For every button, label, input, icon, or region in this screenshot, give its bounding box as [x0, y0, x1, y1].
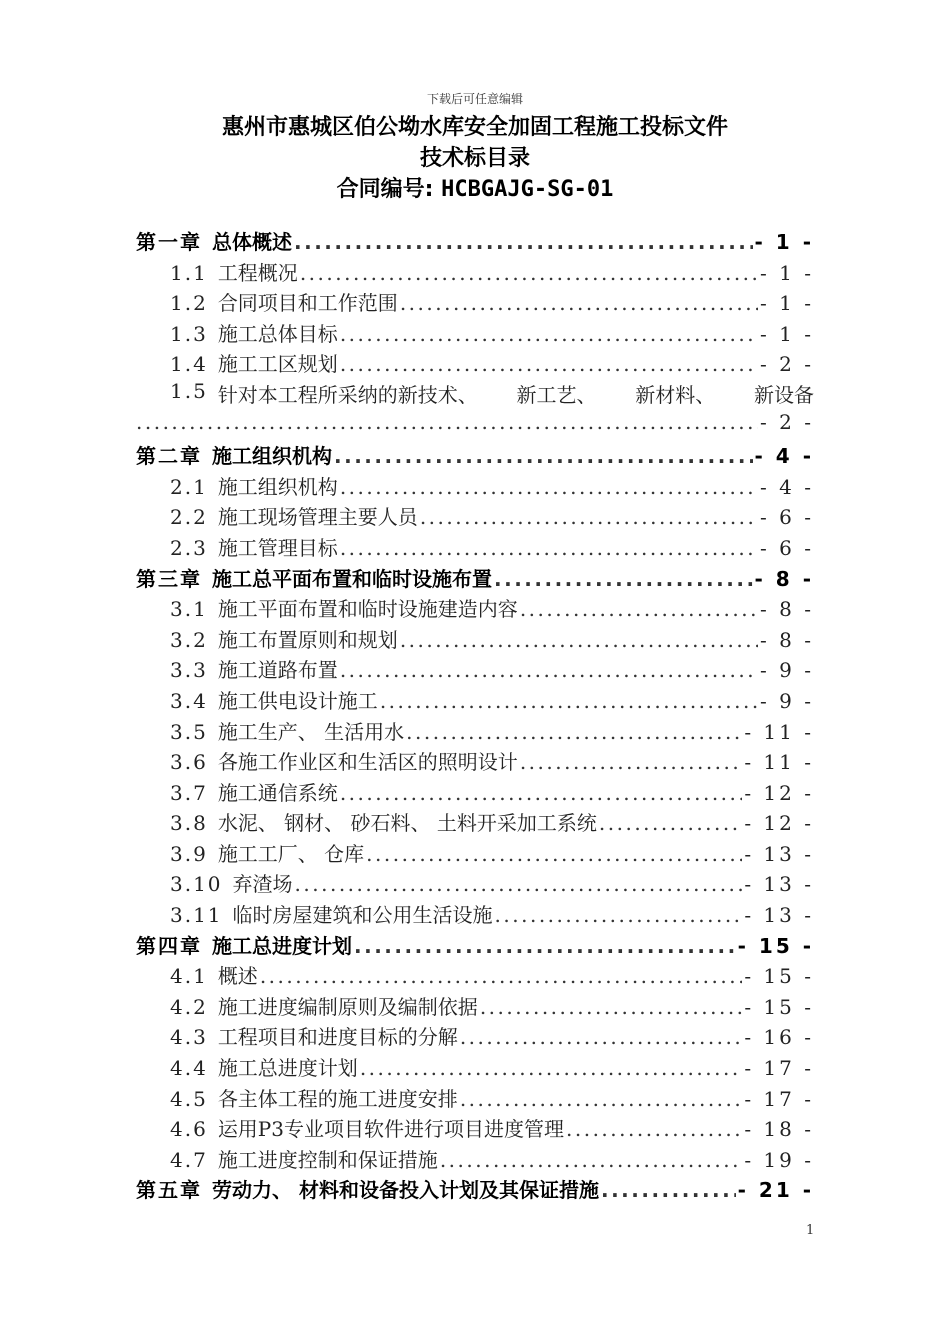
toc-leader-dots: [292, 230, 753, 254]
toc-entry[interactable]: [136, 287, 814, 318]
toc-entry-label: [170, 287, 398, 316]
toc-entry-title: 施工总进度计划: [212, 933, 352, 958]
toc-entry-number: 1.1: [170, 260, 208, 285]
toc-leader-dots: [258, 964, 743, 988]
toc-entry[interactable]: [136, 471, 814, 502]
toc-page-number: - 11 -: [744, 719, 814, 744]
contract-number-line: [0, 174, 950, 205]
toc-entry-title: 施工平面布置和临时设施建造内容: [217, 597, 518, 622]
toc-page-number: - 9 -: [760, 658, 814, 683]
toc-page-number: - 15 -: [744, 964, 814, 989]
page-number: 1: [806, 1223, 815, 1238]
toc-page-number: - 1 -: [760, 321, 814, 346]
toc-entry-title: 施工工厂、 仓库: [217, 841, 365, 866]
toc-entry-title: 临时房屋建筑和公用生活设施: [232, 903, 493, 928]
toc-entry-number: 1.4: [170, 352, 208, 377]
toc-leader-dots: [492, 567, 753, 591]
toc-chapter[interactable]: [136, 440, 814, 471]
toc-entry-number: 第一章: [136, 230, 202, 254]
toc-entry-label: [170, 471, 338, 500]
toc-entry-label: [170, 746, 518, 775]
toc-entry-number: 3.2: [170, 627, 208, 652]
toc-entry[interactable]: [136, 777, 814, 808]
toc-entry-number: 第五章: [136, 1178, 202, 1203]
toc-entry[interactable]: [136, 1144, 814, 1175]
toc-entry-title: 施工进度控制和保证措施: [217, 1147, 438, 1172]
toc-entry-label: [170, 379, 814, 408]
toc-page-number: - 4 -: [760, 474, 814, 499]
toc-chapter[interactable]: [136, 930, 814, 961]
toc-entry-number: 1.5: [170, 378, 208, 403]
document-title: [0, 112, 950, 205]
toc-entry-title: 合同项目和工作范围: [217, 291, 398, 316]
toc-entry-title-part: 新工艺、: [516, 382, 597, 407]
toc-leader-dots: [358, 1056, 743, 1080]
toc-entry-number: 4.3: [170, 1025, 208, 1050]
toc-entry-title: 施工组织机构: [217, 474, 338, 499]
toc-page-number: - 17 -: [744, 1086, 814, 1111]
toc-page-number: - 21 -: [737, 1178, 814, 1203]
toc-page-number: - 1 -: [760, 291, 814, 316]
toc-entry[interactable]: [136, 501, 814, 532]
toc-leader-dots: [564, 1117, 742, 1141]
toc-entry-title: 施工供电设计施工: [217, 688, 378, 713]
toc-leader-dots: [458, 1025, 743, 1049]
toc-entry[interactable]: [136, 532, 814, 563]
toc-leader-dots: [518, 597, 758, 621]
toc-entry[interactable]: [136, 991, 814, 1022]
toc-entry-title: 施工组织机构: [212, 444, 332, 469]
toc-entry-title: [218, 379, 814, 408]
toc-entry-title: 施工现场管理主要人员: [217, 505, 418, 530]
toc-leader-dots: [458, 1087, 743, 1111]
toc-entry-title-part: 新设备: [753, 382, 814, 407]
toc-page-number: - 2 -: [760, 352, 814, 377]
contract-number: HCBGAJG-SG-01: [441, 177, 614, 202]
toc-page-number: - 2 -: [760, 409, 814, 434]
toc-entry-title: 各主体工程的施工进度安排: [217, 1086, 458, 1111]
toc-entry-label: [170, 1083, 458, 1112]
toc-entry-number: 3.1: [170, 597, 208, 622]
toc-entry-label: [136, 226, 292, 255]
toc-leader-dots: [338, 352, 758, 376]
toc-entry-number: 3.10: [170, 872, 223, 897]
toc-entry[interactable]: [136, 257, 814, 288]
toc-entry-title: 施工总体目标: [217, 321, 338, 346]
toc-entry[interactable]: [136, 746, 814, 777]
toc-leader-dots: [338, 475, 758, 499]
toc-entry-title: 水泥、 钢材、 砂石料、 土料开采加工系统: [217, 811, 597, 836]
toc-leader-dots: [338, 536, 758, 560]
toc-entry-label: [170, 257, 298, 286]
toc-entry[interactable]: [136, 624, 814, 655]
toc-entry-label: [170, 716, 404, 745]
toc-leader-dots: [338, 322, 758, 346]
toc-entry[interactable]: [136, 318, 814, 349]
toc-entry-number: 4.5: [170, 1086, 208, 1111]
toc-page-number: - 13 -: [744, 841, 814, 866]
toc-page-number: - 13 -: [744, 872, 814, 897]
toc-entry-number: 3.6: [170, 750, 208, 775]
toc-entry-number: 3.5: [170, 719, 208, 744]
toc-entry-number: 3.9: [170, 841, 208, 866]
toc-page-number: - 17 -: [744, 1056, 814, 1081]
toc-entry-label: [170, 593, 518, 622]
toc-entry-label: [170, 318, 338, 347]
toc-entry-title: 工程概况: [217, 260, 298, 285]
toc-entry[interactable]: [136, 1052, 814, 1083]
toc-entry-title: 施工道路布置: [217, 658, 338, 683]
toc-entry[interactable]: [136, 348, 814, 379]
toc-leader-dots: [298, 261, 758, 285]
toc-entry-label: [170, 348, 338, 377]
toc-entry-number: 第三章: [136, 566, 202, 591]
toc-entry-number: 1.3: [170, 321, 208, 346]
toc-entry-number: 4.1: [170, 964, 208, 989]
toc-entry-label: [170, 1113, 564, 1142]
toc-entry-number: 第四章: [136, 933, 202, 958]
toc-entry-title-part: 新材料、: [635, 382, 716, 407]
toc-leader-dots: [338, 658, 758, 682]
toc-page-number: - 12 -: [744, 811, 814, 836]
toc-leader-dots: [352, 934, 736, 958]
table-of-contents: [136, 226, 814, 1205]
toc-entry-title: 施工生产、 生活用水: [217, 719, 405, 744]
toc-leader-dots: [478, 995, 743, 1019]
toc-page-number: - 8 -: [754, 566, 814, 591]
contract-label: 合同编号:: [336, 177, 434, 202]
toc-page-number: - 12 -: [744, 780, 814, 805]
toc-entry-title: 施工管理目标: [217, 535, 338, 560]
toc-leader-dots: [404, 720, 742, 744]
toc-page-number: - 15 -: [744, 994, 814, 1019]
toc-leader-dots: [364, 842, 742, 866]
toc-entry-number: 1.2: [170, 291, 208, 316]
toc-entry[interactable]: [136, 593, 814, 624]
toc-entry-number: 3.11: [170, 903, 223, 928]
toc-page-number: - 6 -: [760, 535, 814, 560]
toc-entry-title: 施工工区规划: [217, 352, 338, 377]
toc-entry-number: 第二章: [136, 444, 202, 469]
toc-page-number: - 1 -: [760, 260, 814, 285]
toc-chapter[interactable]: [136, 563, 814, 594]
title-line-1: 惠州市惠城区伯公坳水库安全加固工程施工投标文件: [221, 115, 728, 140]
toc-entry-title: 总体概述: [212, 230, 292, 254]
toc-leader-dots: [438, 1148, 743, 1172]
toc-page-number: - 6 -: [760, 505, 814, 530]
toc-entry-title: 施工总平面布置和临时设施布置: [212, 566, 492, 591]
toc-entry-title-part: 针对本工程所采纳的新技术、: [217, 382, 478, 407]
toc-chapter[interactable]: [136, 226, 814, 257]
toc-entry[interactable]: [136, 960, 814, 991]
toc-leader-dots: [418, 505, 758, 529]
toc-page-number: - 1 -: [754, 230, 814, 254]
toc-entry-label: [136, 563, 492, 592]
toc-entry[interactable]: [136, 1083, 814, 1114]
toc-page-number: - 19 -: [744, 1147, 814, 1172]
toc-entry[interactable]: [136, 899, 814, 930]
toc-leader-dots: [398, 628, 758, 652]
toc-entry-label: [170, 1144, 438, 1173]
toc-page-number: - 9 -: [760, 688, 814, 713]
toc-entry[interactable]: [136, 868, 814, 899]
toc-page-number: - 15 -: [737, 933, 814, 958]
toc-leader-dots: [338, 781, 743, 805]
toc-entry-label: [136, 930, 352, 959]
toc-entry-number: 2.2: [170, 505, 208, 530]
toc-page-number: - 16 -: [744, 1025, 814, 1050]
toc-page-number: - 4 -: [754, 444, 814, 469]
toc-entry-label: [170, 899, 493, 928]
toc-page-number: - 13 -: [744, 903, 814, 928]
toc-chapter[interactable]: [136, 1174, 814, 1205]
toc-entry-number: 2.3: [170, 535, 208, 560]
toc-entry-title: 施工布置原则和规划: [217, 627, 398, 652]
toc-entry-number: 3.4: [170, 688, 208, 713]
toc-entry[interactable]: [136, 379, 814, 410]
toc-entry-title: 运用P3专业项目软件进行项目进度管理: [217, 1117, 564, 1142]
toc-entry-label: [136, 1174, 599, 1203]
toc-page-number: - 18 -: [744, 1117, 814, 1142]
toc-entry-label: [136, 440, 332, 469]
toc-page-number: - 11 -: [744, 750, 814, 775]
toc-leader-dots: [332, 444, 753, 468]
toc-entry-number: 4.2: [170, 994, 208, 1019]
toc-entry[interactable]: [136, 1021, 814, 1052]
toc-leader-dots: [378, 689, 758, 713]
title-line-2: 技术标目录: [419, 146, 530, 171]
toc-entry-title: 施工通信系统: [217, 780, 338, 805]
toc-entry-number: 4.7: [170, 1147, 208, 1172]
toc-leader-dots: [599, 1178, 736, 1202]
toc-entry-title: 各施工作业区和生活区的照明设计: [217, 750, 518, 775]
toc-entry[interactable]: [136, 654, 814, 685]
toc-leader-dots: [597, 811, 742, 835]
toc-entry-title: 施工进度编制原则及编制依据: [217, 994, 478, 1019]
toc-entry-label: [170, 777, 338, 806]
toc-entry-title: 劳动力、 材料和设备投入计划及其保证措施: [212, 1178, 599, 1203]
toc-entry[interactable]: [136, 716, 814, 747]
toc-entry-title: 工程项目和进度目标的分解: [217, 1025, 458, 1050]
toc-leader-dots: [293, 872, 743, 896]
toc-entry-title: 施工总进度计划: [217, 1056, 358, 1081]
toc-leader-dots: [136, 410, 758, 434]
toc-entry-label: [170, 685, 378, 714]
toc-entry[interactable]: [136, 1113, 814, 1144]
toc-entry-label: [170, 868, 293, 897]
toc-entry-label: [170, 807, 597, 836]
toc-page-number: - 8 -: [760, 627, 814, 652]
toc-page-number: - 8 -: [760, 597, 814, 622]
toc-entry-continuation[interactable]: [136, 410, 814, 441]
toc-entry-label: [170, 654, 338, 683]
toc-entry-label: [170, 1021, 458, 1050]
toc-entry-label: [170, 501, 418, 530]
toc-entry-label: [170, 1052, 358, 1081]
toc-entry-label: [170, 624, 398, 653]
toc-entry[interactable]: [136, 807, 814, 838]
toc-entry-number: 3.8: [170, 811, 208, 836]
toc-entry-label: [170, 838, 364, 867]
header-note: 下载后可任意编辑: [426, 92, 523, 106]
toc-leader-dots: [398, 291, 758, 315]
toc-entry-label: [170, 960, 258, 989]
toc-entry[interactable]: [136, 838, 814, 869]
toc-entry-number: 3.7: [170, 780, 208, 805]
toc-entry-number: 2.1: [170, 474, 208, 499]
toc-entry-number: 4.6: [170, 1117, 208, 1142]
toc-entry-number: 3.3: [170, 658, 208, 683]
toc-leader-dots: [518, 750, 743, 774]
toc-leader-dots: [493, 903, 743, 927]
toc-entry-title: 弃渣场: [232, 872, 293, 897]
toc-entry-label: [170, 532, 338, 561]
toc-entry-label: [170, 991, 478, 1020]
toc-entry[interactable]: [136, 685, 814, 716]
toc-entry-number: 4.4: [170, 1056, 208, 1081]
toc-entry-title: 概述: [217, 964, 258, 989]
